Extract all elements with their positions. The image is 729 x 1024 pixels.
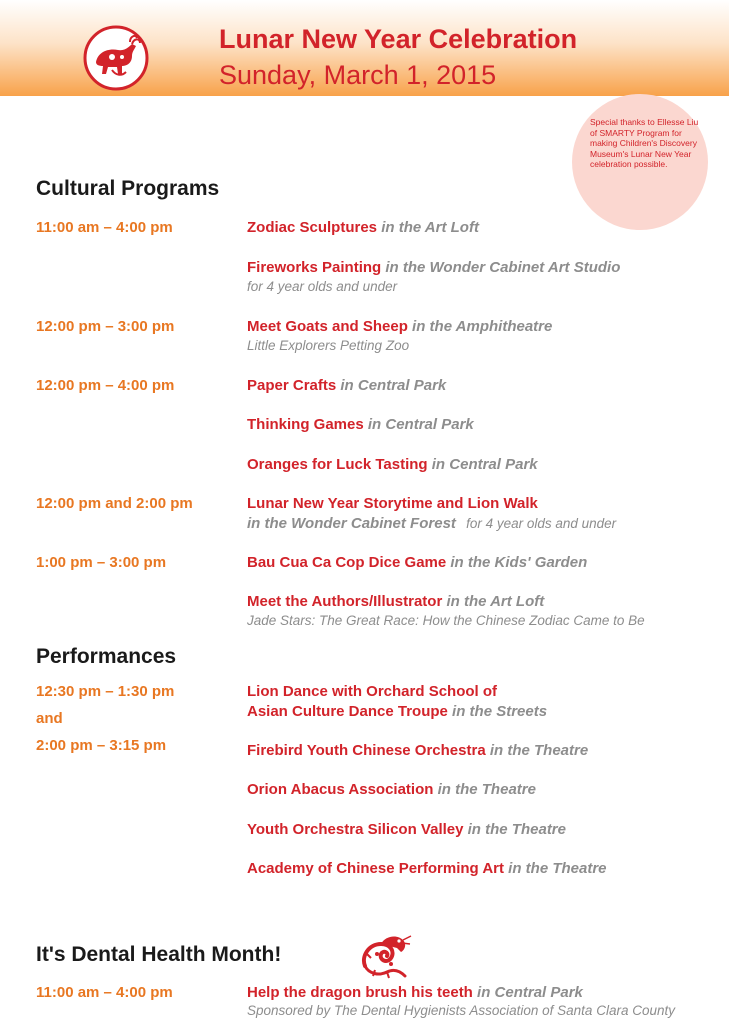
event-name: Oranges for Luck Tasting bbox=[247, 456, 428, 473]
time-slot: 12:30 pm – 1:30 pm bbox=[36, 683, 175, 700]
event-note: for 4 year olds and under bbox=[247, 279, 398, 294]
event-name: Lion Dance with Orchard School of bbox=[247, 683, 498, 700]
event-academy-performing-art bbox=[247, 860, 607, 877]
time-slot: 2:00 pm – 3:15 pm bbox=[36, 737, 167, 754]
event-location: in the Amphitheatre bbox=[412, 318, 553, 335]
event-zodiac-sculptures bbox=[247, 219, 479, 236]
time-connector: and bbox=[36, 710, 63, 727]
event-dice-game bbox=[247, 554, 587, 571]
event-name: Youth Orchestra Silicon Valley bbox=[247, 821, 464, 838]
event-note: Little Explorers Petting Zoo bbox=[247, 338, 410, 353]
event-name: Academy of Chinese Performing Art bbox=[247, 860, 504, 877]
event-name: Firebird Youth Chinese Orchestra bbox=[247, 742, 486, 759]
event-storytime-detail bbox=[247, 515, 616, 532]
event-meet-authors bbox=[247, 593, 544, 610]
event-meet-goats bbox=[247, 318, 552, 335]
event-name: Zodiac Sculptures bbox=[247, 219, 378, 236]
goat-icon bbox=[82, 24, 150, 92]
section-heading-cultural: Cultural Programs bbox=[36, 177, 220, 200]
event-location: in the Art Loft bbox=[381, 219, 479, 236]
event-orion-abacus bbox=[247, 781, 536, 798]
time-slot: 11:00 am – 4:00 pm bbox=[36, 219, 173, 236]
thanks-text: Special thanks to Ellesse Liu of SMARTY Program for making Children's Discovery Museum's Lunar New Year celebration possible. bbox=[590, 117, 699, 169]
event-name: Orion Abacus Association bbox=[247, 781, 434, 798]
event-name: Meet Goats and Sheep bbox=[247, 318, 408, 335]
event-fireworks-painting bbox=[247, 259, 620, 276]
event-location: in Central Park bbox=[431, 456, 538, 473]
event-lion-dance-line2 bbox=[247, 703, 547, 720]
dragon-icon bbox=[357, 930, 413, 980]
event-dragon-brush bbox=[247, 984, 583, 1001]
event-name: Thinking Games bbox=[247, 416, 364, 433]
event-location: in the Art Loft bbox=[446, 593, 545, 610]
event-paper-crafts bbox=[247, 377, 446, 394]
event-note: for 4 year olds and under bbox=[466, 516, 617, 531]
event-location: in the Theatre bbox=[467, 821, 566, 838]
event-location: in the Theatre bbox=[437, 781, 536, 798]
event-thinking-games bbox=[247, 416, 474, 433]
event-sponsor: Sponsored by The Dental Hygienists Association of Santa Clara County bbox=[247, 1003, 675, 1018]
event-note: Jade Stars: The Great Race: How the Chinese Zodiac Came to Be bbox=[247, 613, 645, 628]
page-title: Lunar New Year Celebration bbox=[219, 24, 578, 54]
event-location: in Central Park bbox=[477, 984, 583, 1001]
event-location: in Central Park bbox=[367, 416, 474, 433]
event-location: in the Theatre bbox=[489, 742, 589, 759]
section-heading-performances: Performances bbox=[36, 645, 177, 668]
event-firebird-orchestra bbox=[247, 742, 588, 759]
event-youth-orchestra bbox=[247, 821, 566, 838]
time-slot: 11:00 am – 4:00 pm bbox=[36, 984, 173, 1001]
event-name: Meet the Authors/Illustrator bbox=[247, 593, 443, 610]
event-name: Fireworks Painting bbox=[247, 259, 382, 276]
time-slot: 12:00 pm and 2:00 pm bbox=[36, 495, 193, 512]
time-slot: 12:00 pm – 4:00 pm bbox=[36, 377, 175, 394]
event-name: Paper Crafts bbox=[247, 377, 337, 394]
time-slot: 1:00 pm – 3:00 pm bbox=[36, 554, 167, 571]
time-slot: 12:00 pm – 3:00 pm bbox=[36, 318, 175, 335]
event-storytime bbox=[247, 495, 538, 512]
event-name: Asian Culture Dance Troupe bbox=[247, 703, 448, 720]
event-lion-dance bbox=[247, 683, 497, 700]
event-name: Lunar New Year Storytime and Lion Walk bbox=[247, 495, 538, 512]
event-name: Help the dragon brush his teeth bbox=[247, 984, 473, 1001]
event-location: in the Streets bbox=[452, 703, 548, 720]
section-heading-dental: It's Dental Health Month! bbox=[36, 943, 282, 966]
event-location: in the Theatre bbox=[508, 860, 607, 877]
event-name: Bau Cua Ca Cop Dice Game bbox=[247, 554, 447, 571]
event-location: in the Kids' Garden bbox=[450, 554, 588, 571]
event-date: Sunday, March 1, 2015 bbox=[219, 60, 497, 90]
event-location: in the Wonder Cabinet Forest bbox=[247, 515, 456, 532]
event-oranges-tasting bbox=[247, 456, 538, 473]
event-location: in Central Park bbox=[340, 377, 447, 394]
event-location: in the Wonder Cabinet Art Studio bbox=[385, 259, 621, 276]
